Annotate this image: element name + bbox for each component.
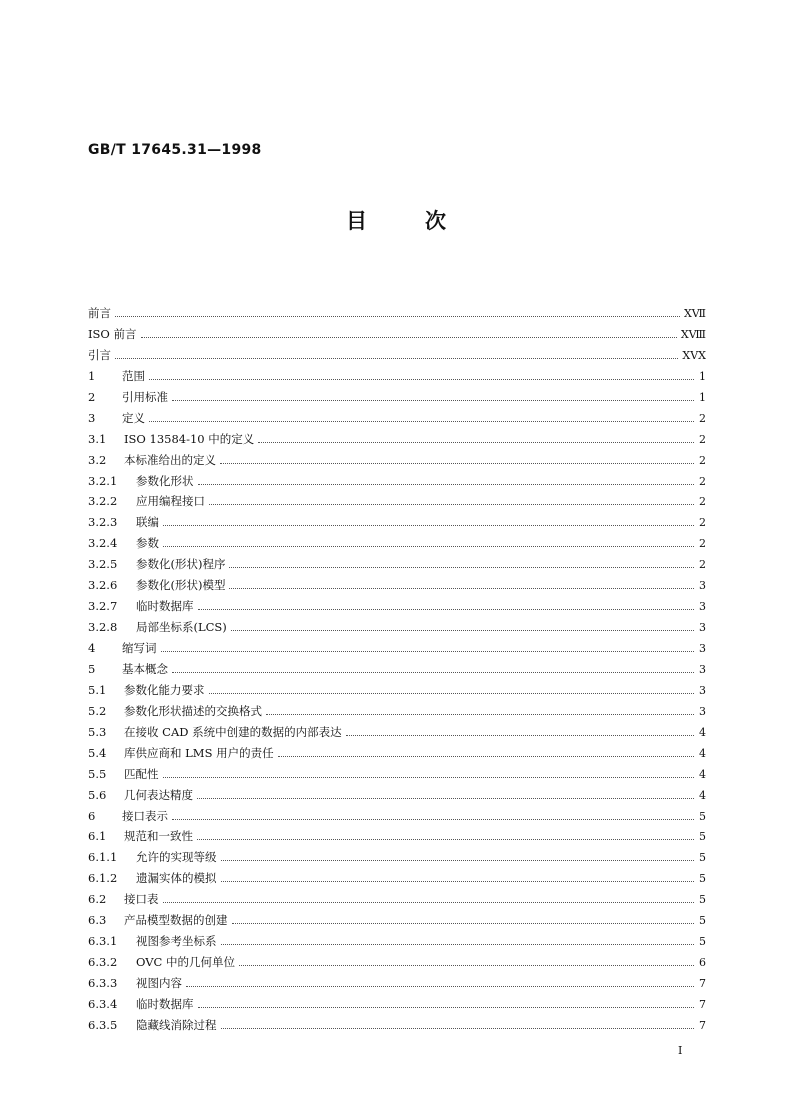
toc-entry-page: 5 (699, 935, 706, 949)
toc-entry-number: 3.2.1 (88, 473, 118, 488)
toc-entry-page: 2 (699, 516, 706, 530)
toc-entry-number: 5.2 (88, 703, 107, 718)
toc-entry-label: ISO 13584-10 中的定义 (124, 431, 255, 446)
toc-entry-label: OVC 中的几何单位 (136, 955, 235, 970)
toc-entry-label: 引言 (88, 347, 111, 362)
toc-entry-number: 6.1.1 (88, 850, 118, 865)
toc-entry-number: 5 (88, 661, 96, 676)
toc-leader-dots (172, 671, 694, 673)
toc-entry[interactable] (88, 868, 706, 889)
toc-entry-label: 临时数据库 (136, 599, 194, 614)
toc-entry-page: 2 (699, 411, 706, 425)
toc-entry-number: 6.1.2 (88, 871, 118, 886)
toc-entry-page: 3 (699, 600, 706, 614)
toc-entry-label: 允许的实现等级 (136, 850, 217, 865)
toc-entry[interactable] (88, 952, 706, 973)
toc-entry-number: 5.5 (88, 766, 107, 781)
toc-entry-label: 匹配性 (124, 766, 159, 781)
toc-entry[interactable] (88, 429, 706, 450)
toc-entry[interactable] (88, 826, 706, 847)
toc-entry[interactable] (88, 554, 706, 575)
standard-code: GB/T 17645.31—1998 (88, 142, 262, 158)
toc-leader-dots (161, 650, 695, 652)
toc-leader-dots (149, 420, 694, 422)
toc-entry[interactable] (88, 806, 706, 827)
toc-entry[interactable] (88, 847, 706, 868)
toc-entry-label: 视图内容 (136, 976, 182, 990)
toc-entry-label: 规范和一致性 (124, 829, 193, 844)
toc-entry-number: 5.6 (88, 787, 107, 802)
toc-leader-dots (229, 566, 694, 568)
toc-entry-page: XⅧ (680, 327, 706, 341)
toc-entry[interactable] (88, 1015, 706, 1036)
toc-entry-label: 参数化(形状)程序 (136, 557, 226, 572)
toc-leader-dots (221, 943, 695, 945)
toc-entry-label: 前言 (88, 306, 111, 320)
toc-entry-page: 3 (699, 704, 706, 718)
toc-leader-dots (221, 859, 695, 861)
toc-entry-page: 4 (699, 725, 706, 739)
toc-entry[interactable] (88, 889, 706, 910)
toc-entry-label: 参数化能力要求 (124, 682, 205, 697)
toc-entry-label: 局部坐标系(LCS) (136, 620, 227, 635)
toc-leader-dots (209, 503, 694, 505)
toc-entry-page: 2 (699, 558, 706, 572)
toc-leader-dots (172, 399, 694, 401)
toc-leader-dots (197, 838, 694, 840)
toc-leader-dots (229, 587, 694, 589)
toc-entry-page: 6 (699, 956, 706, 970)
toc-entry-page: 5 (699, 851, 706, 865)
toc-entry-label: 产品模型数据的创建 (124, 913, 228, 928)
toc-entry-page: 7 (699, 997, 706, 1011)
toc-leader-dots (258, 441, 694, 443)
title-char-right: 次 (425, 209, 446, 233)
toc-leader-dots (232, 922, 695, 924)
toc-leader-dots (163, 776, 695, 778)
toc-entry-label: 定义 (122, 410, 145, 425)
toc-entry-page: 1 (699, 390, 706, 404)
toc-entry[interactable] (88, 450, 706, 471)
toc-leader-dots (220, 462, 694, 464)
toc-entry-label: 参数化形状 (136, 473, 194, 488)
toc-entry-label: 本标准给出的定义 (124, 452, 216, 467)
toc-entry-page: 2 (699, 432, 706, 446)
toc-entry[interactable] (88, 785, 706, 806)
toc-entry-number: 5.1 (88, 682, 107, 697)
toc-entry[interactable] (88, 994, 706, 1015)
toc-entry-number: 3 (88, 410, 96, 425)
toc-entry-number: 3.2.8 (88, 620, 118, 635)
toc-entry[interactable] (88, 617, 706, 638)
toc-entry[interactable] (88, 324, 706, 345)
toc-entry-page: 4 (699, 746, 706, 760)
title-char-left: 目 (346, 209, 367, 233)
toc-leader-dots (221, 880, 695, 882)
toc-leader-dots (172, 818, 694, 820)
toc-leader-dots (231, 629, 694, 631)
toc-entry-number: 5.4 (88, 745, 107, 760)
toc-entry-label: 在接收 CAD 系统中创建的数据的内部表达 (124, 724, 342, 739)
toc-entry-page: 5 (699, 809, 706, 823)
toc-entry[interactable] (88, 764, 706, 785)
toc-entry-number: 6.1 (88, 829, 107, 844)
toc-entry[interactable] (88, 533, 706, 554)
toc-entry[interactable] (88, 680, 706, 701)
toc-entry-label: 几何表达精度 (124, 787, 193, 802)
toc-entry-number: 6.3.1 (88, 934, 118, 949)
toc-entry-number: 6 (88, 808, 96, 823)
table-of-contents (88, 303, 706, 1036)
toc-entry-page: 4 (699, 788, 706, 802)
toc-leader-dots (346, 734, 694, 736)
toc-entry-number: 3.1 (88, 431, 107, 446)
toc-entry-label: 隐藏线消除过程 (136, 1017, 217, 1032)
toc-entry[interactable] (88, 387, 706, 408)
toc-entry[interactable] (88, 722, 706, 743)
toc-entry-number: 3.2.5 (88, 557, 118, 572)
toc-leader-dots (141, 336, 677, 338)
toc-leader-dots (163, 545, 694, 547)
toc-entry-page: 2 (699, 453, 706, 467)
toc-entry-page: 2 (699, 495, 706, 509)
toc-leader-dots (209, 692, 695, 694)
toc-entry-page: 3 (699, 642, 706, 655)
toc-entry-label: 缩写词 (122, 641, 157, 655)
toc-leader-dots (239, 964, 694, 966)
page-title (0, 205, 792, 235)
toc-leader-dots (198, 1006, 695, 1008)
toc-entry-number: 6.3.5 (88, 1017, 118, 1032)
toc-entry[interactable] (88, 575, 706, 596)
toc-leader-dots (163, 901, 695, 903)
toc-entry[interactable] (88, 596, 706, 617)
toc-entry[interactable] (88, 973, 706, 994)
toc-entry-page: 3 (699, 621, 706, 635)
toc-entry-page: 2 (699, 474, 706, 488)
toc-entry[interactable] (88, 659, 706, 680)
toc-entry-number: 3.2.7 (88, 599, 118, 614)
toc-entry-label: 联编 (136, 515, 159, 530)
toc-leader-dots (115, 315, 680, 317)
toc-leader-dots (266, 713, 694, 715)
toc-entry-label: 临时数据库 (136, 996, 194, 1011)
toc-entry-label: 引用标准 (122, 389, 168, 404)
toc-entry-label: 参数化形状描述的交换格式 (124, 703, 262, 718)
toc-entry[interactable] (88, 638, 706, 659)
toc-entry-label: ISO 前言 (88, 326, 137, 341)
toc-entry[interactable] (88, 408, 706, 429)
toc-entry-label: 参数 (136, 536, 159, 551)
toc-leader-dots (197, 797, 694, 799)
toc-entry[interactable] (88, 743, 706, 764)
toc-entry-label: 接口表 (124, 892, 159, 907)
toc-leader-dots (278, 755, 694, 757)
toc-entry-label: 应用编程接口 (136, 494, 205, 509)
toc-entry-number: 6.2 (88, 892, 107, 907)
toc-entry-number: 3.2.6 (88, 578, 118, 593)
toc-entry-number: 3.2.4 (88, 536, 118, 551)
toc-entry-number: 6.3 (88, 913, 107, 928)
toc-entry[interactable] (88, 345, 706, 366)
toc-entry[interactable] (88, 701, 706, 722)
toc-entry-number: 3.2.2 (88, 494, 118, 509)
toc-entry-page: 5 (699, 893, 706, 907)
toc-entry-page: 5 (699, 872, 706, 886)
toc-entry-page: 5 (699, 830, 706, 844)
toc-entry-page: 3 (699, 662, 706, 676)
toc-entry-number: 1 (88, 368, 96, 383)
toc-entry-page: 1 (699, 369, 706, 383)
toc-entry-page: XVX (682, 348, 706, 362)
toc-entry-page: 3 (699, 683, 706, 697)
toc-entry-page: 7 (699, 1018, 706, 1032)
toc-entry-number: 6.3.3 (88, 976, 118, 990)
toc-entry[interactable] (88, 303, 706, 324)
toc-entry-page: 2 (699, 537, 706, 551)
toc-entry[interactable] (88, 491, 706, 512)
toc-entry[interactable] (88, 910, 706, 931)
toc-entry[interactable] (88, 471, 706, 492)
toc-entry-number: 5.3 (88, 724, 107, 739)
toc-entry-label: 范围 (122, 368, 145, 383)
toc-entry-number: 6.3.4 (88, 996, 118, 1011)
toc-entry-number: 6.3.2 (88, 955, 118, 970)
toc-entry-label: 基本概念 (122, 661, 168, 676)
toc-entry-page: 4 (699, 767, 706, 781)
toc-entry-number: 4 (88, 641, 96, 655)
toc-leader-dots (163, 524, 694, 526)
toc-entry-label: 库供应商和 LMS 用户的责任 (124, 745, 274, 760)
toc-entry-label: 接口表示 (122, 808, 168, 823)
toc-entry-page: XⅦ (683, 307, 706, 320)
toc-entry[interactable] (88, 512, 706, 533)
toc-entry-label: 视图参考坐标系 (136, 934, 217, 949)
toc-entry-number: 3.2.3 (88, 515, 118, 530)
toc-leader-dots (115, 357, 678, 359)
toc-leader-dots (198, 608, 695, 610)
toc-entry[interactable] (88, 366, 706, 387)
toc-leader-dots (221, 1027, 695, 1029)
toc-leader-dots (149, 378, 694, 380)
toc-entry[interactable] (88, 931, 706, 952)
toc-leader-dots (186, 985, 694, 987)
toc-leader-dots (198, 483, 695, 485)
toc-entry-page: 5 (699, 914, 706, 928)
page-number: I (678, 1044, 683, 1057)
toc-entry-number: 2 (88, 389, 96, 404)
toc-entry-label: 遗漏实体的模拟 (136, 871, 217, 886)
toc-entry-page: 3 (699, 579, 706, 593)
toc-entry-number: 3.2 (88, 452, 107, 467)
toc-entry-label: 参数化(形状)模型 (136, 578, 226, 593)
toc-entry-page: 7 (699, 977, 706, 990)
